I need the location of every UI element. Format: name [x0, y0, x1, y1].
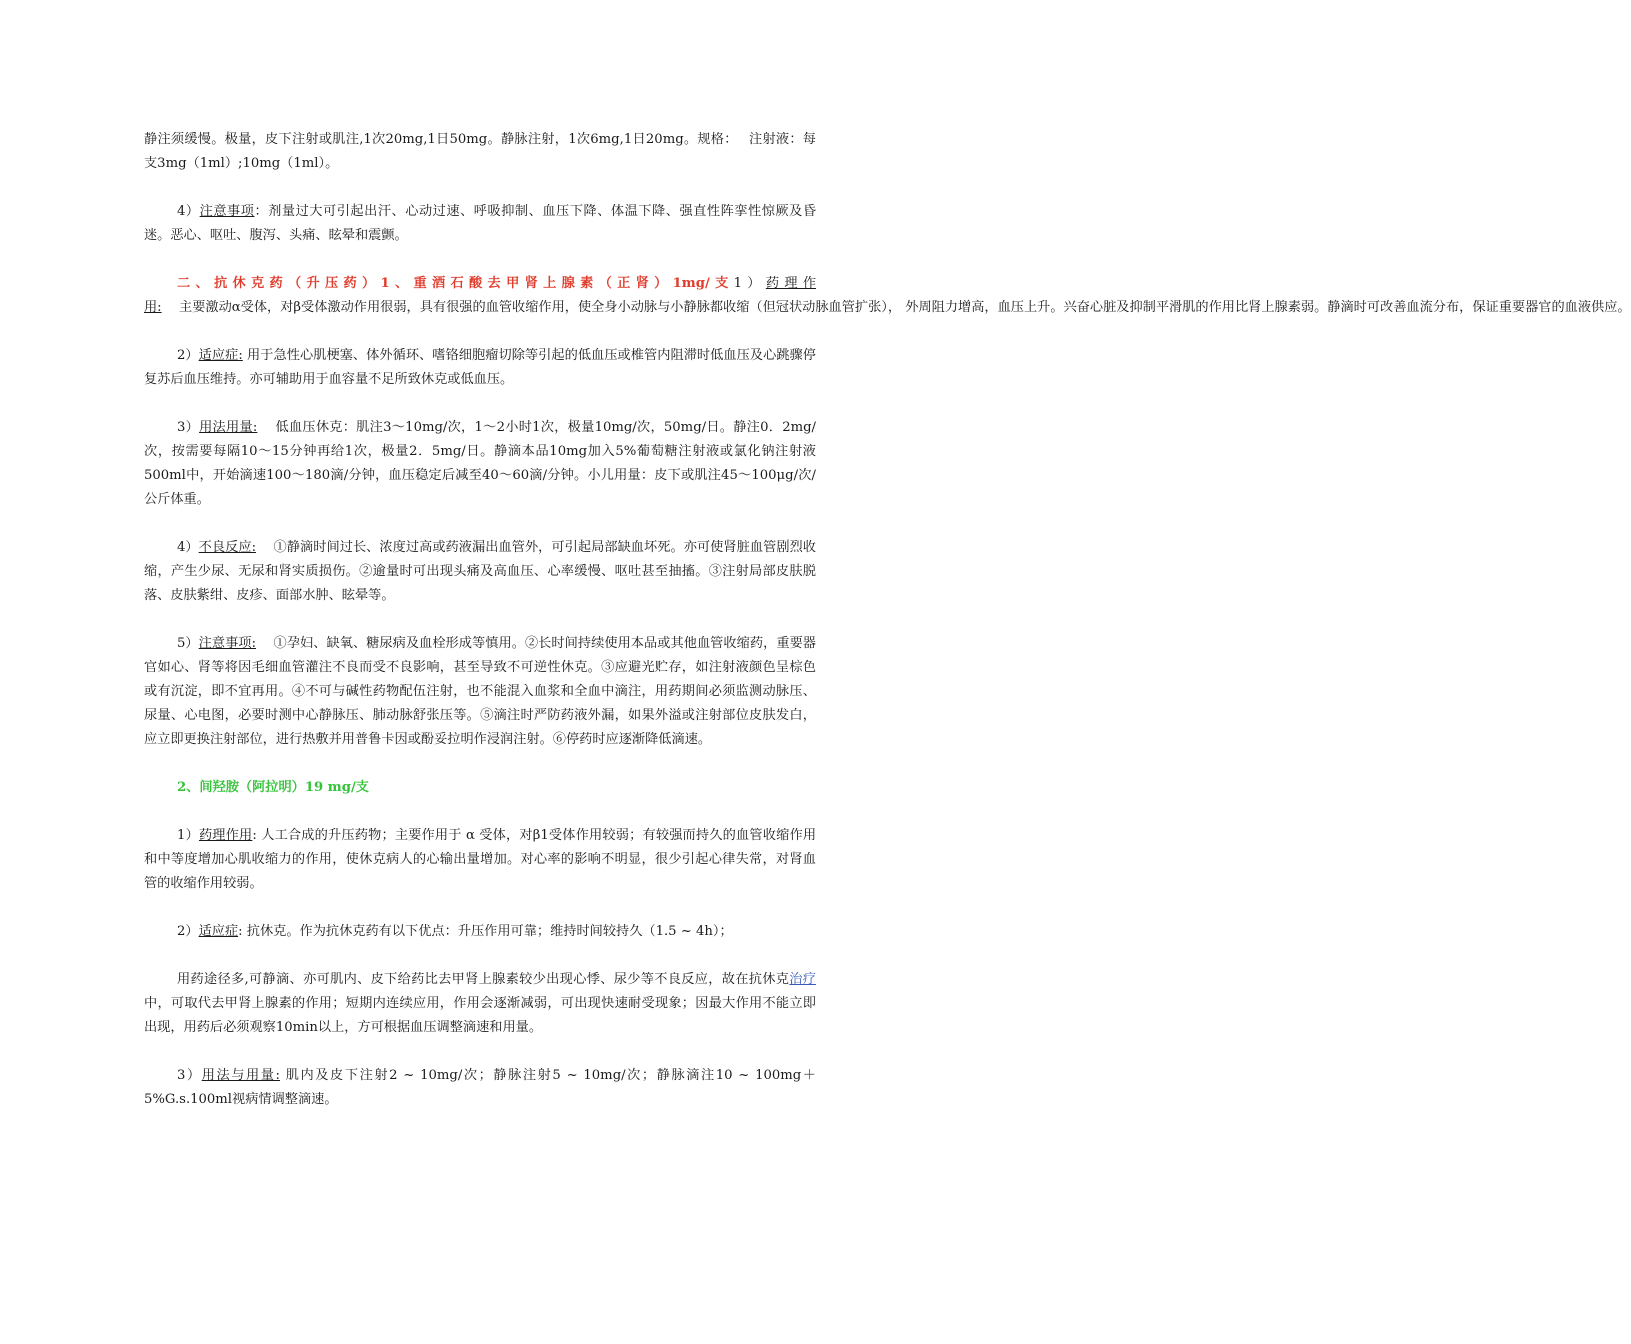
paragraph-text: 中，可取代去甲肾上腺素的作用；短期内连续应用，作用会逐渐减弱，可出现快速耐受现象；因最大作用不能立即出现，用药后必须观察10min以上，方可根据血压调整滴速和用量。 [144, 996, 816, 1035]
precautions-label: 注意事项: [198, 636, 257, 651]
precautions-paragraph-2 [144, 632, 816, 752]
metaraminol-heading-paragraph [144, 776, 816, 800]
paragraph-text: : 抗休克。作为抗休克药有以下优点：升压作用可靠；维持时间较持久（1.5 ~ 4h）； [238, 924, 733, 939]
usage-dosage-paragraph-2 [144, 1064, 816, 1112]
item-number: 1） [177, 828, 199, 843]
item-number: 4） [177, 204, 200, 219]
paragraph-text: : 人工合成的升压药物；主要作用于 α 受体，对β1受体作用较弱；有较强而持久的血管收缩作用和中等度增加心肌收缩力的作用，使休克病人的心输出量增加。对心率的影响不明显，很少引起心律失常，对肾血管的收缩作用较弱。 [144, 828, 817, 891]
item-number: 2） [177, 348, 199, 363]
document-page [144, 128, 1631, 1136]
usage-dosage-paragraph-1 [144, 416, 816, 512]
item-number: 4） [177, 540, 199, 555]
treatment-link[interactable]: 治疗 [789, 972, 816, 987]
item-number: 2） [177, 924, 199, 939]
section-heading-metaraminol: 2、间羟胺（阿拉明）19 mg/支 [177, 780, 369, 795]
norepinephrine-pharmacology-paragraph [144, 272, 1631, 320]
administration-routes-paragraph [144, 968, 816, 1040]
paragraph-text: 主要激动α受体，对β受体激动作用很弱，具有很强的血管收缩作用，使全身小动脉与小静脉都收缩（但冠状动脉血管扩张）， 外周阻力增高，血压上升。兴奋心脏及抑制平滑肌的作用比肾上腺素弱。静滴时可改善血流分布，保证重要器官的血液供应。 [161, 300, 1631, 315]
paragraph-text: ：剂量过大可引起出汗、心动过速、呼吸抑制、血压下降、体温下降、强直性阵挛性惊厥及昏迷。恶心、呕吐、腹泻、头痛、眩晕和震颤。 [144, 204, 817, 243]
pharmacology-label: 药理作用 [198, 828, 253, 843]
adverse-reactions-label: 不良反应: [198, 540, 257, 555]
metaraminol-pharmacology-paragraph [144, 824, 816, 896]
indications-paragraph-2 [144, 920, 816, 944]
paragraph-text: 静注须缓慢。极量，皮下注射或肌注,1次20mg,1日50mg。静脉注射，1次6mg,1日20mg。规格： 注射液：每支3mg（1ml）;10mg（1ml）。 [144, 132, 816, 171]
precautions-paragraph-1 [144, 200, 816, 248]
usage-dosage-label: 用法用量: [199, 420, 258, 435]
item-number: 3） [177, 420, 200, 435]
precautions-label: 注意事项 [199, 204, 255, 219]
usage-dosage-label: 用法与用量: [201, 1068, 280, 1083]
item-number: 5） [177, 636, 199, 651]
dosage-paragraph [144, 128, 816, 176]
paragraph-text: ①静滴时间过长、浓度过高或药液漏出血管外，可引起局部缺血坏死。亦可使肾脏血管剧烈收缩，产生少尿、无尿和肾实质损伤。②逾量时可出现头痛及高血压、心率缓慢、呕吐甚至抽搐。③注射局部皮肤脱落、皮肤紫绀、皮疹、面部水肿、眩晕等。 [144, 540, 816, 603]
adverse-reactions-paragraph [144, 536, 816, 608]
item-number: 1） [733, 276, 766, 291]
paragraph-text: 用药途径多,可静滴、亦可肌内、皮下给药比去甲肾上腺素较少出现心悸、尿少等不良反应，故在抗休克 [177, 972, 790, 987]
indications-label: 适应症: [198, 348, 243, 363]
section-heading-antishock: 二、抗休克药（升压药）1、重酒石酸去甲肾上腺素（正肾）1mg/支 [177, 276, 734, 291]
indications-label: 适应症 [198, 924, 239, 939]
paragraph-text: 肌内及皮下注射2 ~ 10mg/次；静脉注射5 ~ 10mg/次；静脉滴注10 ~ 100mg＋5%G.s.100ml视病情调整滴速。 [144, 1068, 816, 1107]
paragraph-text: ①孕妇、缺氧、糖尿病及血栓形成等慎用。②长时间持续使用本品或其他血管收缩药，重要器官如心、肾等将因毛细血管灌注不良而受不良影响，甚至导致不可逆性休克。③应避光贮存，如注射液颜色呈棕色或有沉淀，即不宜再用。④不可与碱性药物配伍注射，也不能混入血浆和全血中滴注，用药期间必须监测动脉压、尿量、心电图，必要时测中心静脉压、肺动脉舒张压等。⑤滴注时严防药液外漏，如果外溢或注射部位皮肤发白，应立即更换注射部位，进行热敷并用普鲁卡因或酚妥拉明作浸润注射。⑥停药时应逐渐降低滴速。 [144, 636, 816, 747]
indications-paragraph-1 [144, 344, 816, 392]
paragraph-text: 用于急性心肌梗塞、体外循环、嗜铬细胞瘤切除等引起的低血压或椎管内阻滞时低血压及心跳骤停复苏后血压维持。亦可辅助用于血容量不足所致休克或低血压。 [144, 348, 816, 387]
paragraph-text: 低血压休克：肌注3～10mg/次，1～2小时1次，极量10mg/次，50mg/日。静注0．2mg/次，按需要每隔10～15分钟再给1次，极量2．5mg/日。静滴本品10mg加入5%葡萄糖注射液或氯化钠注射液500ml中，开始滴速100～180滴/分钟，血压稳定后减至40～60滴/分钟。小儿用量：皮下或肌注45～100μg/次/公斤体重。 [144, 420, 816, 507]
item-number: 3） [177, 1068, 202, 1083]
pharmacology-label: 药理作用: [144, 276, 817, 315]
